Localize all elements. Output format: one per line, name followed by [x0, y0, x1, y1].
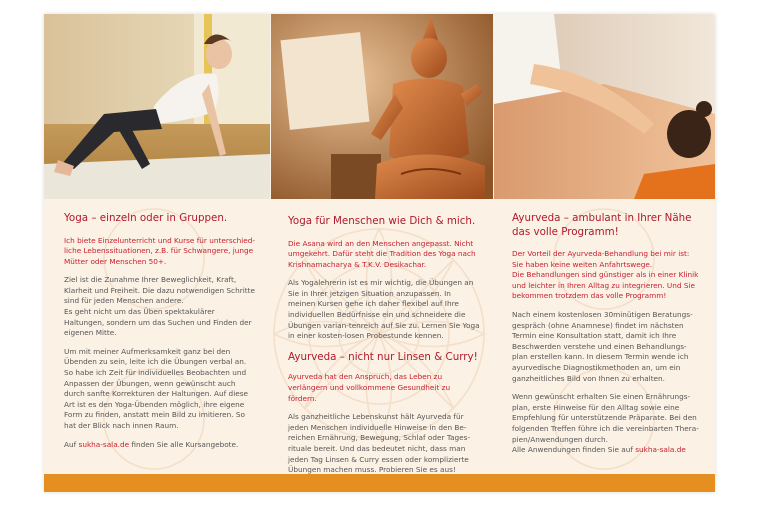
yoga-heading: Yoga – einzeln oder in Gruppen.	[64, 212, 228, 224]
yoga-link-line	[64, 440, 256, 451]
ambulant-paragraph-1: Nach einem kostenlosen 30minütigen Beratungs-gespräch (ohne Anamnese) findet im nächsten Termin eine Konsultation statt, damit ich Ihre Beschwerden verstehe und einen Behandlungs-plan erstellen kann. In diesem Termin wende ich ayurvedische Diagnostikmethoden an, um ein ganzheitliches Bild von Ihnen zu erhalten.	[512, 309, 693, 383]
menschen-intro: Die Asana wird an den Menschen angepasst. Nicht umgekehrt. Dafür steht die Tradition des Yoga nach Krishnamacharya & T.K.V. Desikachar.	[288, 238, 476, 269]
ambulant-text-2: Wenn gewünscht erhalten Sie einen Ernährungs-plan, erste Hinweise für den Alltag sowie eine Empfehlung für unterstützende Präparate. Bei den folgenden Treffen führe ich die vereinbarten Thera-pien/Anwendungen durch.	[512, 392, 699, 444]
yoga-column	[64, 212, 256, 458]
yoga-text-1: Ziel ist die Zunahme Ihrer Beweglichkeit, Kraft, Klarheit und Freiheit. Die dazu notwendigen Schritte sind für jeden Menschen andere.	[64, 275, 255, 306]
ambulant-link-prefix: Alle Anwendungen finden Sie auf	[512, 445, 636, 455]
yoga-paragraph-2: Um mit meiner Aufmerksamkeit ganz bei den Übenden zu sein, leite ich die Übungen verbal an. So habe ich Zeit für individuelles Beobachten und Anpassen der Übungen, wenn gewünscht auch durch sanfte Korrekturen der Haltungen. Auf diese Art ist es den Yoga-Übenden möglich, ihre eigene Form zu finden, anstatt mein Bild zu imitieren. So hat der Blick nach innen Raum.	[64, 346, 248, 430]
sukha-sala-link-2[interactable]: sukha-sala.de	[635, 445, 686, 455]
ambulant-intro-2: Die Behandlungen sind günstiger als in einer Klinik und leichter in Ihren Alltag zu integrieren. Und Sie bekommen trotzdem das volle Programm!	[512, 270, 699, 301]
ambulant-column	[512, 212, 702, 464]
photo-strip	[44, 14, 715, 199]
ambulant-intro	[512, 249, 702, 302]
ayurveda-curry-paragraph: Als ganzheitliche Lebenskunst hält Ayurveda für jeden Menschen individuelle Hinweise in den Be-reichen Ernährung, Bewegung, Schlaf oder Tages-rituale bereit. Und das bedeutet nicht, dass man jeden Tag Linsen & Curry essen oder komplizierte Übungen machen muss. Probieren Sie es aus!	[288, 412, 471, 475]
menschen-heading: Yoga für Menschen wie Dich & mich.	[288, 215, 476, 227]
deity-statue-photo	[271, 14, 493, 199]
menschen-paragraph: Als Yogalehrerin ist es mir wichtig, die Übungen an Sie in Ihrer jetzigen Situation anzupassen. In meinen Kursen gehe ich daher flexibel auf Ihre individuellen Bedürfnisse ein und schneidere die Übungen varian-tenreich auf Sie zu. Lernen Sie Yoga in einer kosten-losen Probestunde kennen.	[288, 278, 480, 341]
ayurveda-curry-intro: Ayurveda hat den Anspruch, das Leben zu verlängern und vollkommene Gesundheit zu fördern.	[288, 372, 451, 403]
yoga-text-2: Es geht nicht um das Üben spektakulärer Haltungen, sondern um das Suchen und Finden der eigenen Mitte.	[64, 307, 252, 338]
yoga-intro: Ich biete Einzelunterricht und Kurse für unterschied-liche Lebenssituationen, z.B. für Schwangere, junge Mütter oder Menschen 50+.	[64, 235, 256, 266]
ambulant-intro-1: Der Vorteil der Ayurveda-Behandlung bei mir ist: Sie haben keine weiten Anfahrtswege.	[512, 249, 690, 269]
footer-bar	[44, 474, 715, 492]
yoga-paragraph-1	[64, 275, 256, 339]
yoga-link-suffix: finden Sie alle Kursangebote.	[129, 439, 239, 449]
menschen-column	[288, 212, 480, 484]
brochure-page	[44, 14, 715, 492]
ambulant-heading: Ayurveda – ambulant in Ihrer Nähe das volle Programm!	[512, 212, 692, 238]
sukha-sala-link[interactable]: sukha-sala.de	[78, 439, 130, 449]
yoga-pose-photo	[44, 14, 270, 199]
ayurveda-curry-heading: Ayurveda – nicht nur Linsen & Curry!	[288, 350, 478, 363]
ambulant-paragraph-2	[512, 392, 702, 456]
massage-photo	[494, 14, 715, 199]
yoga-link-prefix: Auf	[64, 439, 79, 449]
